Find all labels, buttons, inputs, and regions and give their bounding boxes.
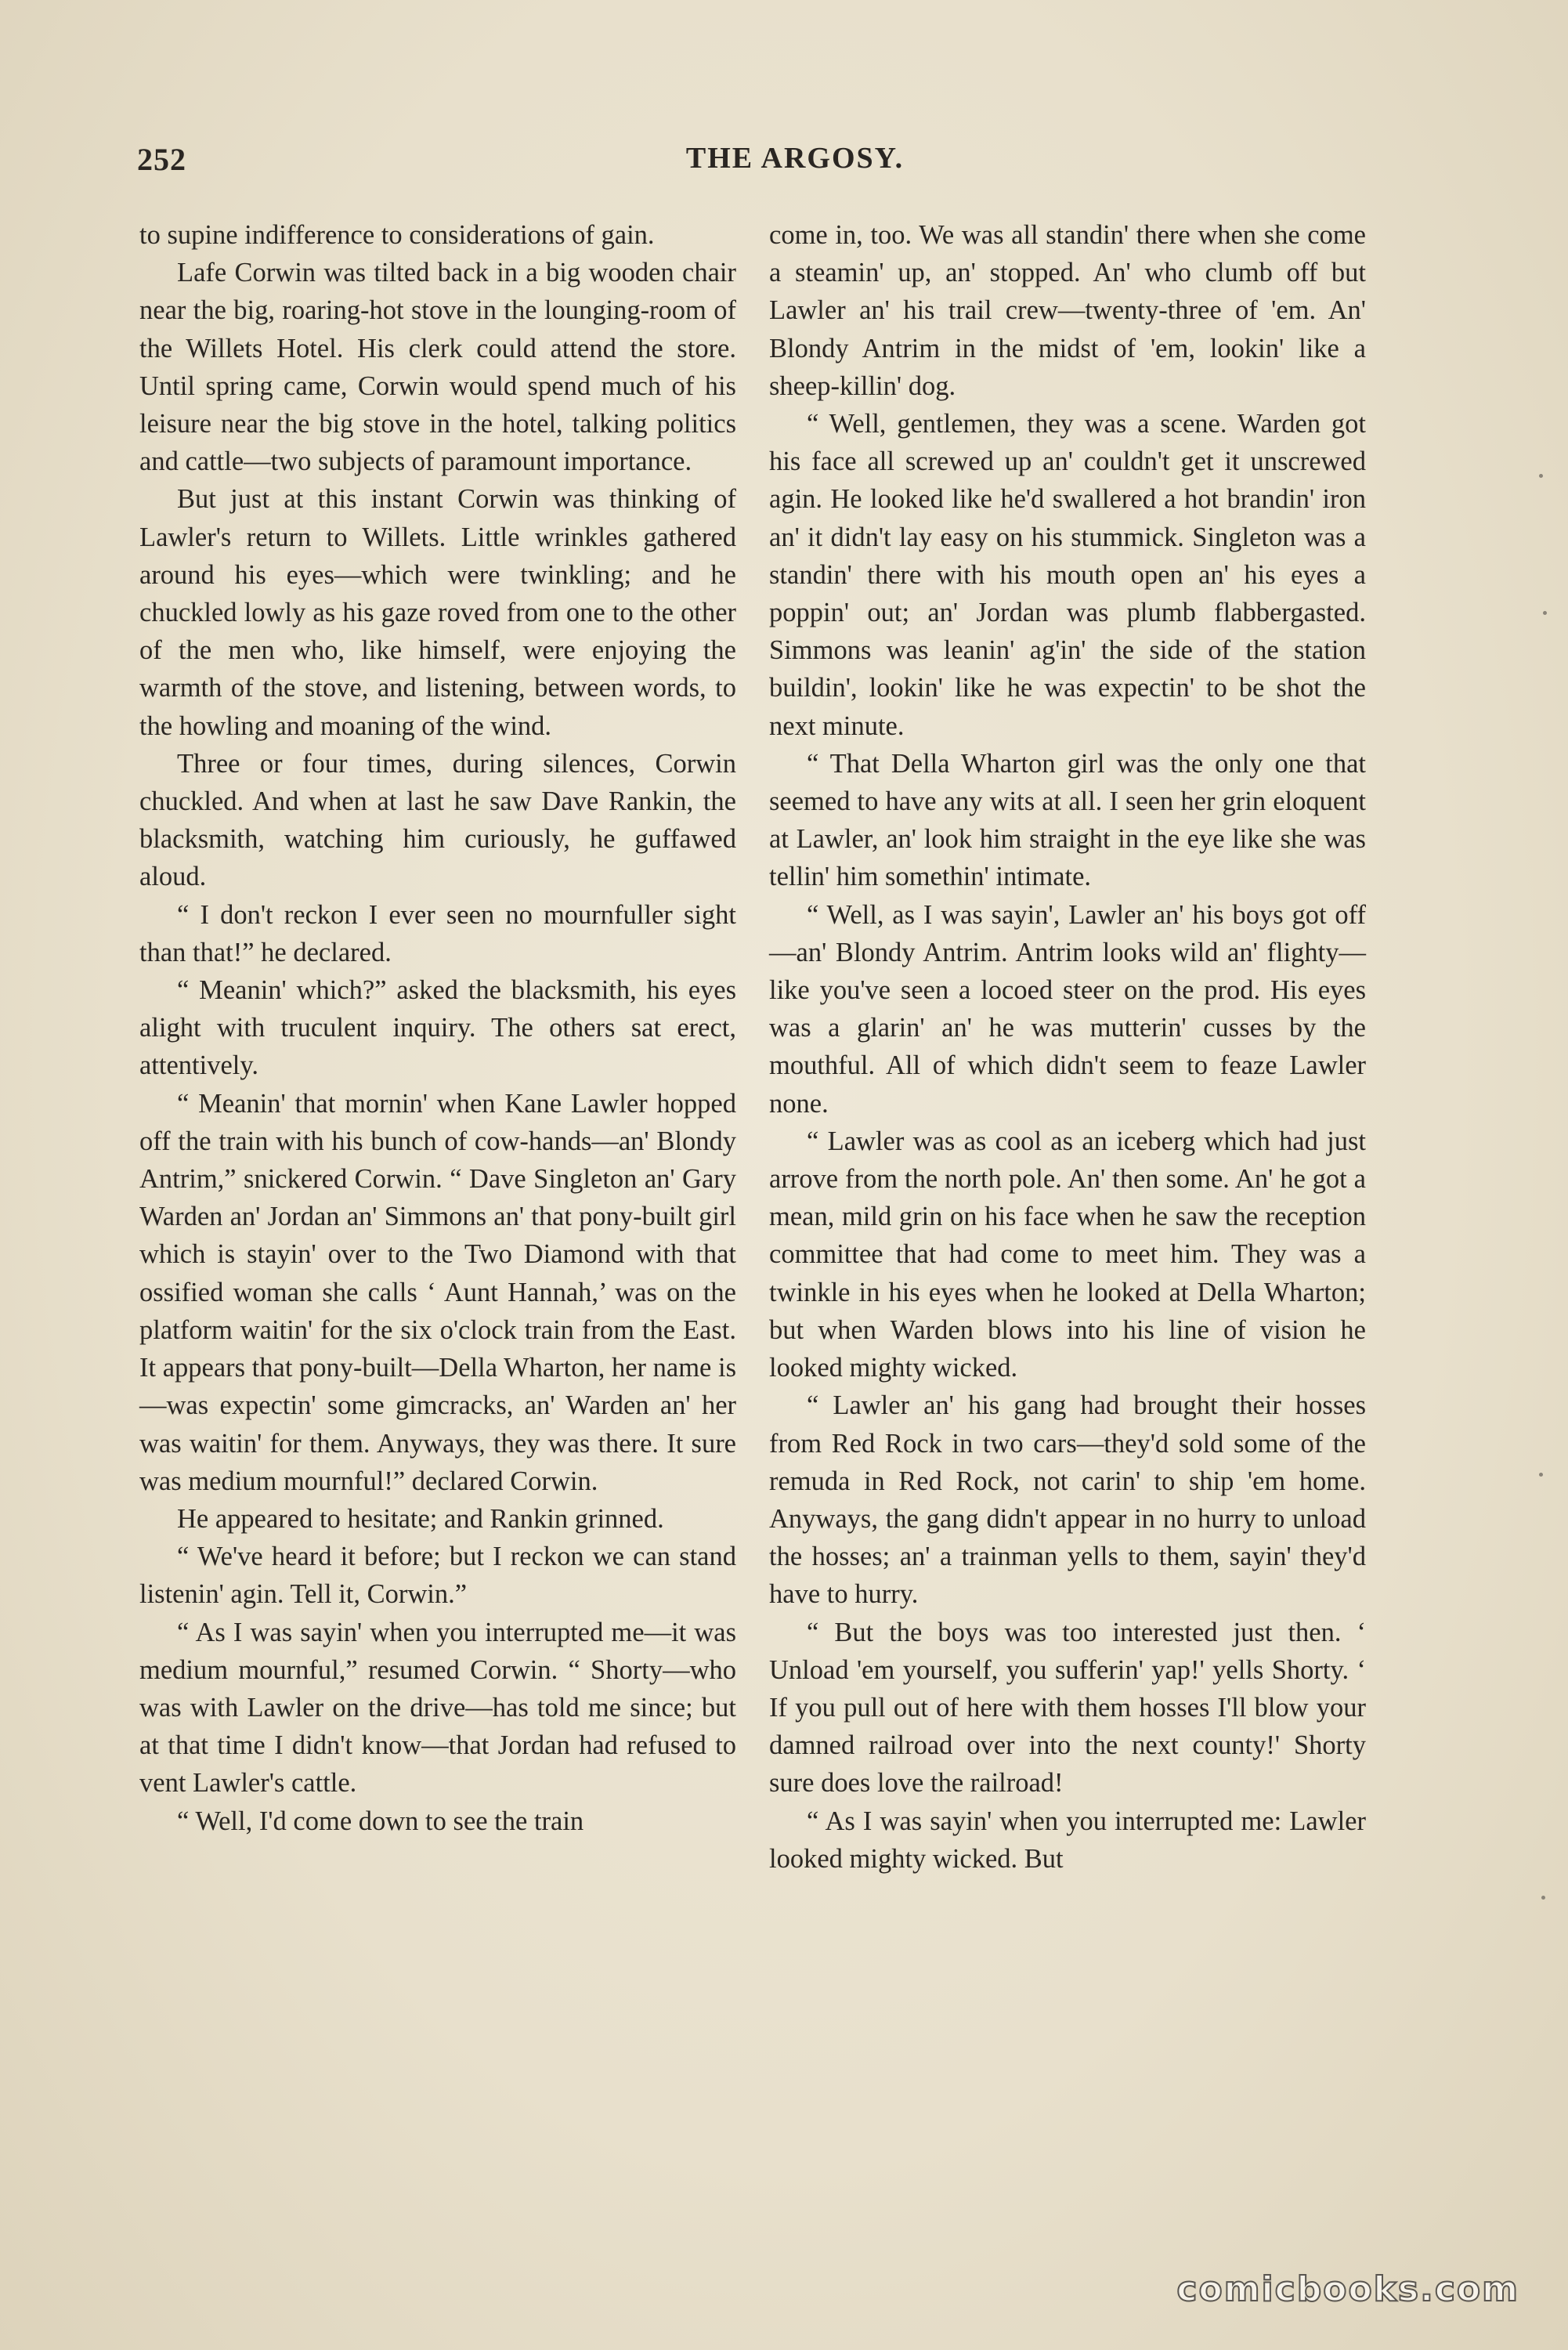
- paragraph: But just at this instant Corwin was thinking of Lawler's return to Willets. Little wrinkles gathered around his eyes—which were twinkling; and he chuckled lowly as his gaze roved from one to the other of the men who, like himself, were enjoying the warmth of the stove, and listening, between words, to the howling and moaning of the wind.: [139, 484, 736, 741]
- paragraph: “ As I was sayin' when you interrupted me: Lawler looked mighty wicked. But: [769, 1806, 1366, 1874]
- paragraph: “ That Della Wharton girl was the only one that seemed to have any wits at all. I seen her grin eloquent at Lawler, an' look him straight in the eye like she was tellin' him somethin' intimate.: [769, 748, 1366, 892]
- paragraph: Three or four times, during silences, Corwin chuckled. And when at last he saw Dave Rankin, the blacksmith, watching him curiously, he guffawed aloud.: [139, 748, 736, 892]
- page-number: 252: [137, 142, 186, 177]
- paragraph: “ Lawler an' his gang had brought their hosses from Red Rock in two cars—they'd sold some of the remuda in Red Rock, not carin' to ship 'em home. Anyways, the gang didn't appear in no hurry to unload the hosses; an' a trainman yells to them, sayin' they'd have to hurry.: [769, 1390, 1366, 1610]
- paragraph: to supine indifference to considerations of gain.: [139, 220, 655, 250]
- paragraph: He appeared to hesitate; and Rankin grinned.: [177, 1503, 664, 1534]
- page-header: [137, 141, 1453, 188]
- paragraph: “ Lawler was as cool as an iceberg which had just arrove from the north pole. An' then some. An' he got a mean, mild grin on his face when he saw the reception committee that had come to meet him. They was a twinkle in his eyes when he looked at Della Wharton; but when Warden blows into his line of vision he looked mighty wicked.: [769, 1126, 1366, 1383]
- left-column: [139, 216, 736, 1840]
- paragraph: “ I don't reckon I ever seen no mournfuller sight than that!” he declared.: [139, 899, 736, 967]
- paragraph: “ As I was sayin' when you interrupted me—it was medium mournful,” resumed Corwin. “ Shorty—who was with Lawler on the drive—has told me since; but at that time I didn't know—that Jordan had refused to vent Lawler's cattle.: [139, 1617, 736, 1799]
- print-speck: [1539, 1473, 1543, 1477]
- watermark: comicbooks.com: [1176, 2269, 1519, 2309]
- print-speck: [1543, 611, 1547, 615]
- paragraph: “ Well, gentlemen, they was a scene. Warden got his face all screwed up an' couldn't get it unscrewed agin. He looked like he'd swallered a hot brandin' iron an' it didn't lay easy on his stummick. Singleton was a standin' there with his mouth open an' his eyes a poppin' out; an' Jordan was plumb flabbergasted. Simmons was leanin' ag'in' the side of the station buildin', lookin' like he was expectin' to be shot the next minute.: [769, 409, 1366, 741]
- paragraph: come in, too. We was all standin' there when she come a steamin' up, an' stopped. An' who clumb off but Lawler an' his trail crew—twenty-three of 'em. An' Blondy Antrim in the midst of 'em, lookin' like a sheep-killin' dog.: [769, 220, 1366, 401]
- paragraph: “ Meanin' that mornin' when Kane Lawler hopped off the train with his bunch of cow-hands—an' Blondy Antrim,” snickered Corwin. “ Dave Singleton an' Gary Warden an' Jordan an' Simmons an' that pony-built girl which is stayin' over to the Two Diamond with that ossified woman she calls ‘ Aunt Hannah,’ was on the platform waitin' for the six o'clock train from the East. It appears that pony-built—Della Wharton, her name is—was expectin' some gimcracks, an' Warden an' her was waitin' for them. Anyways, they was there. It sure was medium mournful!” declared Corwin.: [139, 1088, 736, 1496]
- paragraph: “ But the boys was too interested just then. ‘ Unload 'em yourself, you sufferin' yap!' yells Shorty. ‘ If you pull out of here with them hosses I'll blow your damned railroad over into the next county!' Shorty sure does love the railroad!: [769, 1617, 1366, 1799]
- print-speck: [1541, 1896, 1545, 1900]
- paragraph: “ Well, as I was sayin', Lawler an' his boys got off—an' Blondy Antrim. Antrim looks wild an' flighty—like you've seen a locoed steer on the prod. His eyes was a glarin' an' he was mutterin' cusses by the mouthful. All of which didn't seem to feaze Lawler none.: [769, 899, 1366, 1119]
- right-column: [769, 216, 1366, 1878]
- paragraph: Lafe Corwin was tilted back in a big wooden chair near the big, roaring-hot stove in the lounging-room of the Willets Hotel. His clerk could attend the store. Until spring came, Corwin would spend much of his leisure near the big stove in the hotel, talking politics and cattle—two subjects of paramount importance.: [139, 258, 736, 477]
- paragraph: “ Well, I'd come down to see the train: [177, 1806, 584, 1836]
- paragraph: “ We've heard it before; but I reckon we can stand listenin' agin. Tell it, Corwin.”: [139, 1542, 736, 1610]
- paragraph: “ Meanin' which?” asked the blacksmith, his eyes alight with truculent inquiry. The others sat erect, attentively.: [139, 975, 736, 1081]
- running-head: THE ARGOSY.: [685, 142, 905, 175]
- print-speck: [1539, 474, 1543, 478]
